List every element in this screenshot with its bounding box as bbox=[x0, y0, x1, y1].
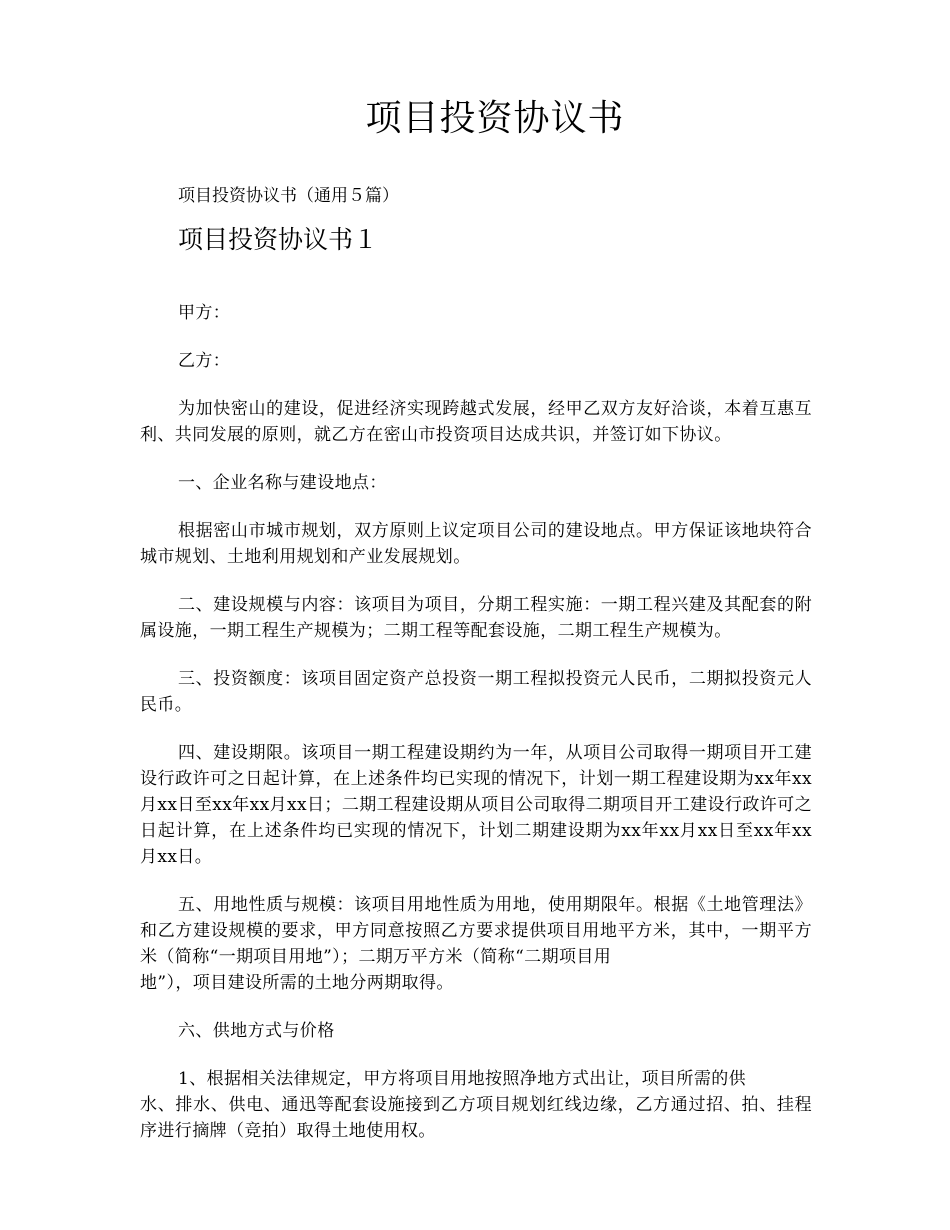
section-heading: 项目投资协议书１ bbox=[178, 225, 379, 254]
document-title: 项目投资协议书 bbox=[365, 98, 625, 139]
party-a-line: 甲方： bbox=[178, 303, 231, 323]
party-b-line: 乙方： bbox=[178, 351, 231, 371]
clause-5-paragraph: 五、用地性质与规模：该项目用地性质为用地，使用期限年。根据《土地管理法》和乙方建设规模的要求，甲方同意按照乙方要求提供项目用地平方米，其中，一期平方米（简称“一期项目用地”）；二期万平方米（简称“二期项目用 地”），项目建设所需的土地分两期取得。 bbox=[140, 895, 812, 993]
clause-1-heading: 一、企业名称与建设地点： bbox=[178, 473, 387, 493]
clause-3-paragraph: 三、投资额度：该项目固定资产总投资一期工程拟投资元人民币，二期拟投资元人民币。 bbox=[140, 669, 812, 715]
document-body bbox=[140, 180, 812, 1144]
clause-2-paragraph: 二、建设规模与内容：该项目为项目，分期工程实施：一期工程兴建及其配套的附属设施，一期工程生产规模为；二期工程等配套设施，二期工程生产规模为。 bbox=[140, 595, 812, 641]
clause-4-paragraph: 四、建设期限。该项目一期工程建设期约为一年，从项目公司取得一期项目开工建设行政许可之日起计算，在上述条件均已实现的情况下，计划一期工程建设期为xx年xx月xx日至xx年xx月xx日；二期工程建设期从项目公司取得二期项目开工建设行政许可之日起计算，在上述条件均已实现的情况下，计划二期建设期为xx年xx月xx日至xx年xx月xx日。 bbox=[140, 743, 812, 867]
clause-6-item-1: 1、根据相关法律规定，甲方将项目用地按照净地方式出让，项目所需的供 水、排水、供电、通迅等配套设施接到乙方项目规划红线边缘，乙方通过招、拍、挂程序进行摘牌（竞拍）取得土地使用权。 bbox=[140, 1069, 812, 1141]
document-subtitle: 项目投资协议书（通用５篇） bbox=[178, 186, 399, 206]
clause-6-heading: 六、供地方式与价格 bbox=[178, 1021, 335, 1041]
clause-1-paragraph: 根据密山市城市规划，双方原则上议定项目公司的建设地点。甲方保证该地块符合城市规划、土地利用规划和产业发展规划。 bbox=[140, 521, 812, 567]
preamble-paragraph: 为加快密山的建设，促进经济实现跨越式发展，经甲乙双方友好洽谈，本着互惠互利、共同发展的原则，就乙方在密山市投资项目达成共识，并签订如下协议。 bbox=[140, 399, 812, 445]
